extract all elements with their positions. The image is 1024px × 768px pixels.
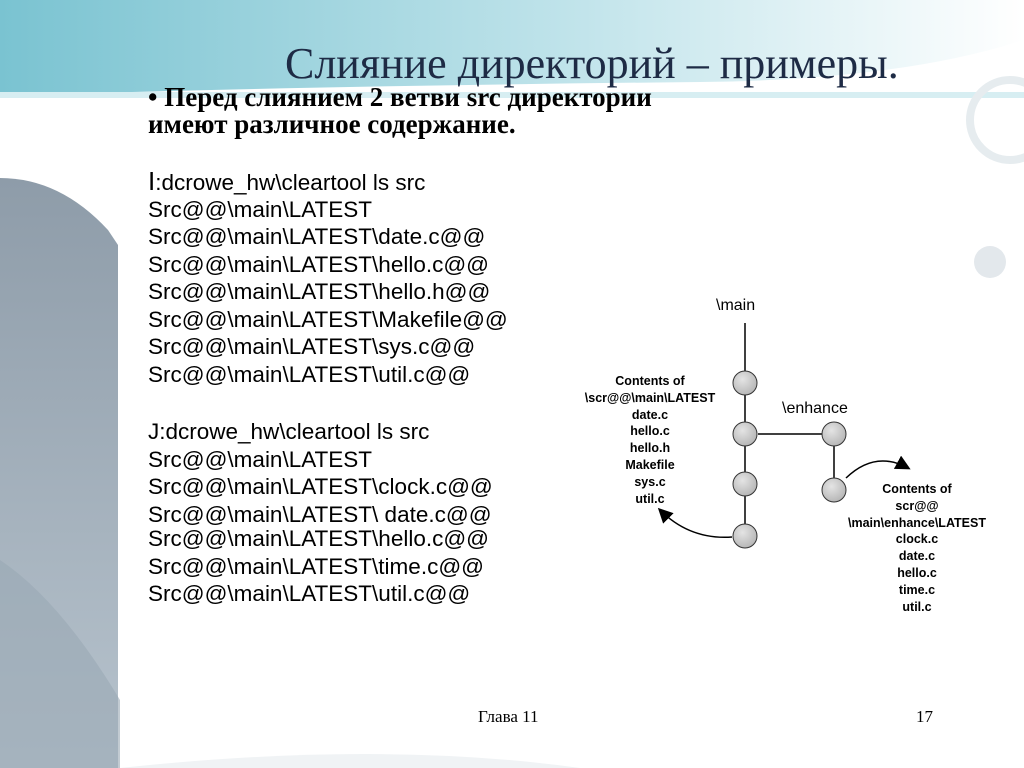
enhance-contents-arrow [846, 461, 908, 478]
contents-line: \scr@@\main\LATEST [584, 390, 716, 405]
listing-i-line: Src@@\main\LATEST\hello.h@@ [148, 279, 491, 304]
listing-j-line: Src@@\main\LATEST [148, 446, 373, 472]
listing-j-line: Src@@\main\LATEST\ date.c@@ [148, 501, 492, 527]
main-branch-label: \main [716, 297, 756, 314]
page-number: 17 [916, 707, 933, 726]
listing-i-line: Src@@\main\LATEST [148, 196, 373, 222]
main-contents-box [570, 373, 730, 507]
main-version-node [733, 371, 757, 395]
contents-line: hello.h [629, 441, 671, 456]
slide-title: Слияние директорий – примеры. [285, 39, 899, 88]
contents-line: util.c [902, 599, 932, 614]
bullet-line-2: имеют различное содержание. [148, 109, 516, 139]
listing-i-line: Src@@\main\LATEST\date.c@@ [148, 224, 486, 249]
listing-i-line: Src@@\main\LATEST\hello.c@@ [148, 251, 490, 277]
listing-i-line: Src@@\main\LATEST\util.c@@ [148, 361, 471, 387]
listing-i-line: Src@@\main\LATEST\Makefile@@ [148, 306, 508, 332]
contents-line: date.c [898, 549, 936, 564]
listing-j-line: Src@@\main\LATEST\time.c@@ [148, 553, 484, 579]
contents-line: util.c [635, 491, 665, 506]
main-version-node [733, 472, 757, 496]
contents-line: Contents of [882, 482, 952, 496]
listing-i-line: Src@@\main\LATEST\sys.c@@ [148, 334, 476, 359]
bullet-marker: • [148, 82, 158, 112]
contents-line: scr@@ [895, 498, 939, 513]
contents-line: date.c [631, 407, 669, 422]
contents-line: Contents of [615, 374, 685, 388]
enhance-contents-box [836, 481, 998, 615]
listing-i-command: :dcrowe_hw\cleartool ls src [155, 170, 426, 195]
bullet-line-1: Перед слиянием 2 ветви src директории [164, 82, 652, 112]
main-version-node [733, 524, 757, 548]
listing-j-line: Src@@\main\LATEST\util.c@@ [148, 581, 471, 606]
main-version-node [733, 422, 757, 446]
contents-line: Makefile [625, 457, 675, 472]
enhance-version-node [822, 422, 846, 446]
contents-line: hello.c [630, 424, 670, 439]
listing-j-line: Src@@\main\LATEST\clock.c@@ [148, 474, 493, 499]
main-contents-arrow [660, 510, 732, 537]
contents-line: hello.c [897, 565, 937, 580]
contents-line: sys.c [634, 474, 666, 489]
listing-j-line: Src@@\main\LATEST\hello.c@@ [148, 526, 490, 551]
footer-chapter: Глава 11 [478, 707, 539, 726]
contents-line: time.c [898, 582, 936, 597]
listing-j-command: J:dcrowe_hw\cleartool ls src [148, 419, 430, 444]
enhance-branch-label: \enhance [782, 400, 848, 417]
contents-line: clock.c [895, 532, 939, 547]
listing-i-drive: I [148, 166, 156, 196]
contents-line: \main\enhance\LATEST [848, 515, 986, 530]
